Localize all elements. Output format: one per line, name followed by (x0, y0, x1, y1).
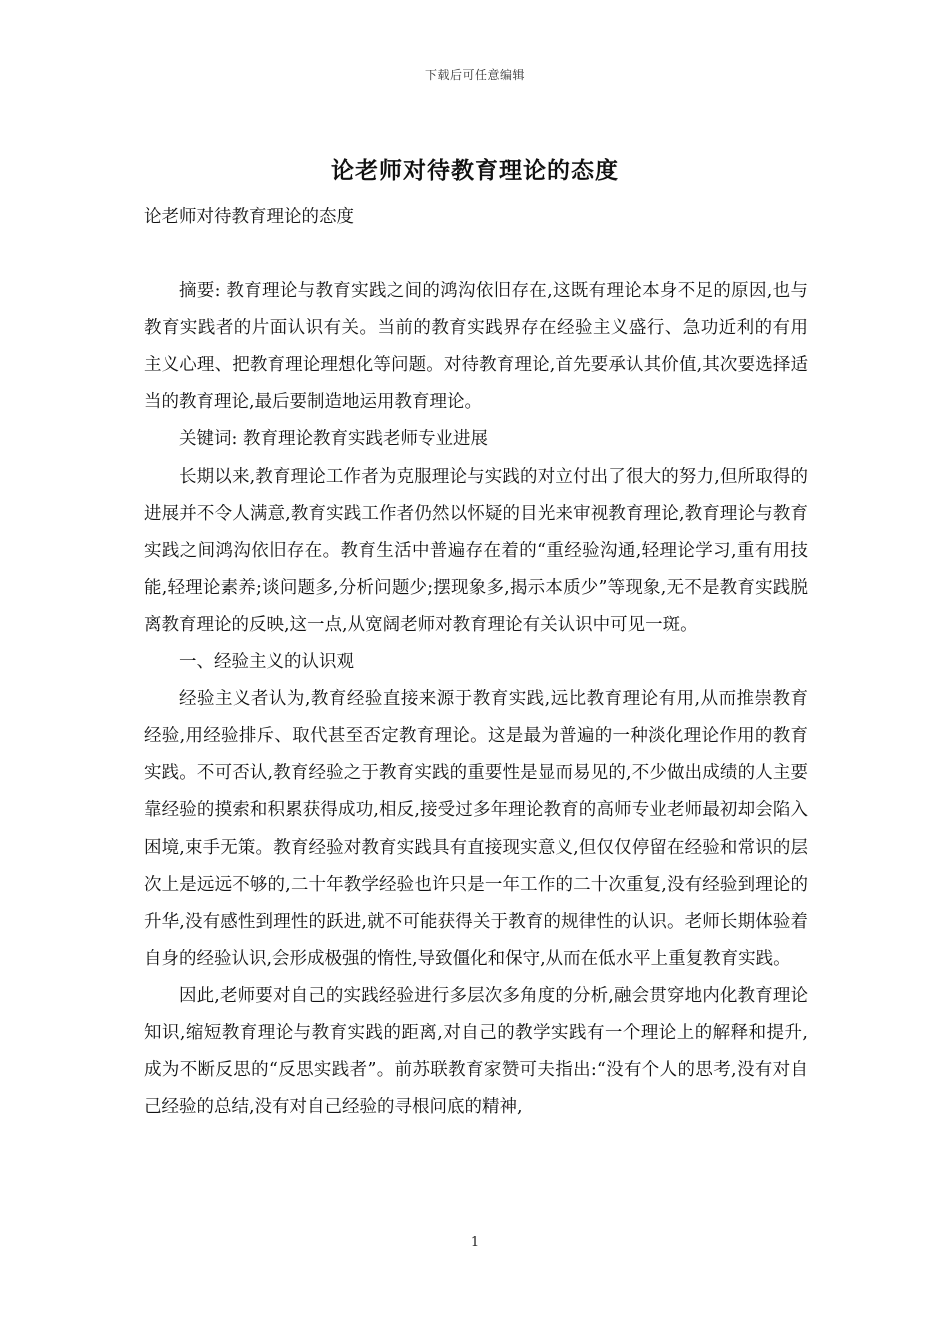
body-paragraph: 长期以来,教育理论工作者为克服理论与实践的对立付出了很大的努力,但所取得的进展并不令人满意,教育实践工作者仍然以怀疑的目光来审视教育理论,教育理论与教育实践之间鸿沟依旧存在。教育生活中普遍存在着的“重经验沟通,轻理论学习,重有用技能,轻理论素养;谈问题多,分析问题少;摆现象多,揭示本质少”等现象,无不是教育实践脱离教育理论的反映,这一点,从宽阔老师对教育理论有关认识中可见一斑。 (144, 466, 808, 635)
document-title: 论老师对待教育理论的态度 (331, 157, 619, 184)
header-note: 下载后可任意编辑 (424, 68, 525, 82)
section-heading: 一、经验主义的认识观 (179, 652, 354, 673)
body-paragraph: 经验主义者认为,教育经验直接来源于教育实践,远比教育理论有用,从而推崇教育经验,用经验排斥、取代甚至否定教育理论。这是最为普遍的一种淡化理论作用的教育实践。不可否认,教育经验之于教育实践的重要性是显而易见的,不少做出成绩的人主要靠经验的摸索和积累获得成功,相反,接受过多年理论教育的高师专业老师最初却会陷入困境,束手无策。教育经验对教育实践具有直接现实意义,但仅仅停留在经验和常识的层次上是远远不够的,二十年教学经验也许只是一年工作的二十次重复,没有经验到理论的升华,没有感性到理性的跃进,就不可能获得关于教育的规律性的认识。老师长期体验着自身的经验认识,会形成极强的惰性,导致僵化和保守,从而在低水平上重复教育实践。 (144, 689, 808, 969)
document-body (144, 199, 808, 1126)
keywords-paragraph: 关键词: 教育理论教育实践老师专业进展 (179, 429, 488, 450)
document-subtitle: 论老师对待教育理论的态度 (144, 207, 354, 227)
body-paragraph: 因此,老师要对自己的实践经验进行多层次多角度的分析,融会贯穿地内化教育理论知识,缩短教育理论与教育实践的距离,对自己的教学实践有一个理论上的解释和提升,成为不断反思的“反思实践者”。前苏联教育家赞可夫指出:“没有个人的思考,没有对自己经验的总结,没有对自己经验的寻根问底的精神, (144, 985, 808, 1118)
page-number: 1 (470, 1235, 480, 1250)
abstract-paragraph: 摘要: 教育理论与教育实践之间的鸿沟依旧存在,这既有理论本身不足的原因,也与教育实践者的片面认识有关。当前的教育实践界存在经验主义盛行、急功近利的有用主义心理、把教育理论理想化等问题。对待教育理论,首先要承认其价值,其次要选择适当的教育理论,最后要制造地运用教育理论。 (144, 281, 808, 413)
